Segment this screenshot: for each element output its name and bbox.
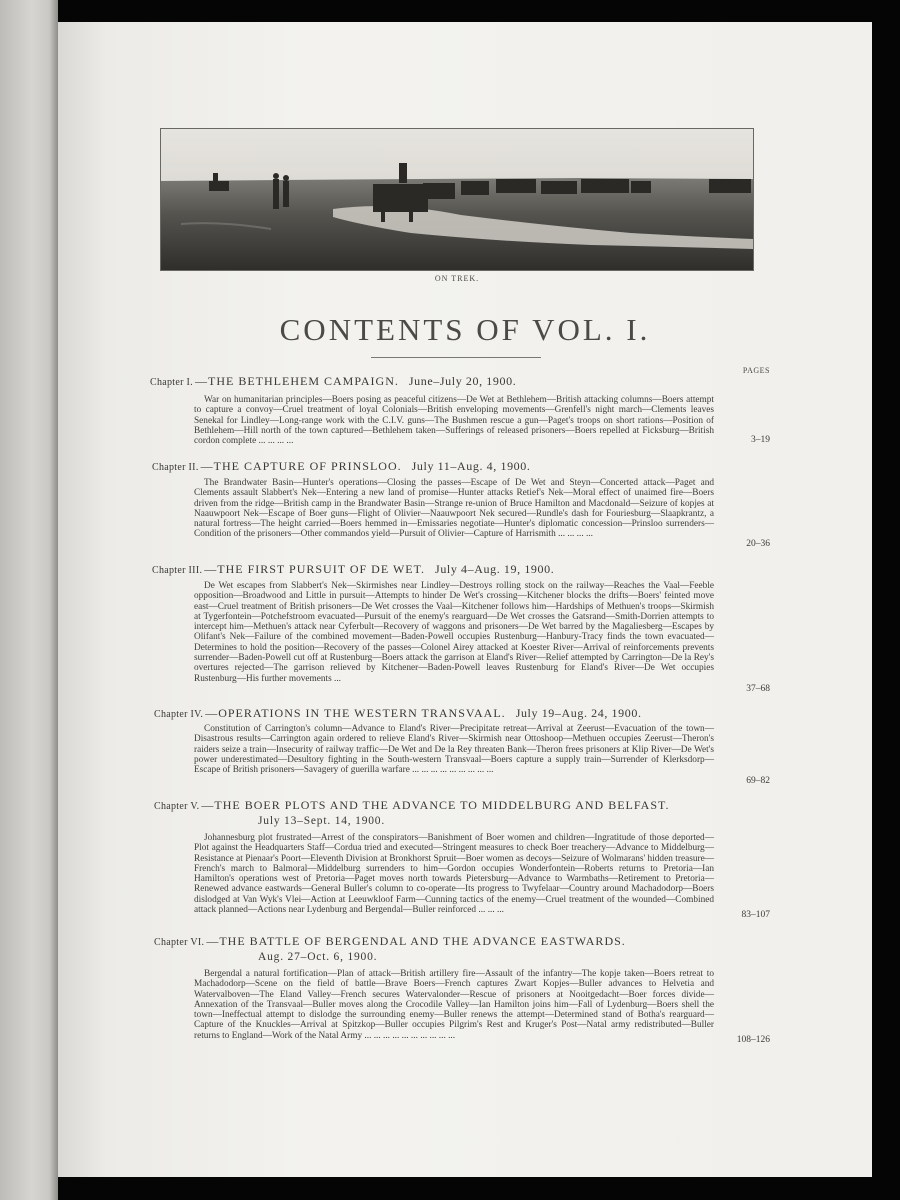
chapter-label: Chapter IV.: [154, 709, 204, 720]
pages-column-header: PAGES: [742, 366, 770, 375]
chapter-heading: [154, 934, 834, 950]
chapter-title: —THE BATTLE OF BERGENDAL AND THE ADVANCE EASTWARDS.: [206, 934, 626, 948]
page-range: 3–19: [751, 435, 770, 445]
chapter-summary: De Wet escapes from Slabbert's Nek—Skirmishes near Lindley—Destroys rolling stock on the railway—Reaches the Vaal—Feeble opposition—Broadwood and Little in pursuit—Attempts to hinder De Wet's crossing—Kitchener blocks the drifts—Boers' feinted move east—Cruel treatment of British prisoners—De Wet crosses the Vaal—Kitchener follows him—Hardships of Methuen's troops—Skirmish at Tygerfontein—Potchefstroom evacuated—Pursuit of the enemy's rearguard—De Wet crosses the Gatsrand—Smith-Dorrien attempts to intercept him—Methuen's attack near Cyferbult—Recovery of waggons and prisoners—De Wet barred by the Magaliesberg—Escapes by Olifant's Nek—Failure of the combined movement—Baden-Powell occupies Rustenburg—Hanbury-Tracy finds the town evacuated—Determines to hold the position—Recovery of the passes—Colonel Airey attacked at Koester River—Arrival of reinforcements prevents surrender—Baden-Powell cut off at Rustenburg—Boers attack the garrison at Eland's River—Relief attempted by Carrington—De la Rey's overtures rejected—The garrison relieved by Kitchener—Baden-Powell leaves Rustenburg for Eland's River—De Wet occupies Rustenburg—His further movements ...: [194, 581, 714, 684]
trek-photograph: [160, 128, 754, 271]
page-range: 20–36: [746, 539, 770, 549]
chapter-dates: July 4–Aug. 19, 1900.: [435, 562, 555, 576]
chapter-dates: July 13–Sept. 14, 1900.: [258, 815, 386, 827]
chapter-summary: Constitution of Carrington's column—Advance to Eland's River—Precipitate retreat—Arrival at Zeerust—Evacuation of the town—Disastrous results—Carrington again ordered to relieve Eland's River—Skirmish near Ottoshoop—Methuen occupies Zeerust—Theron's raiders seize a train—Insecurity of railway traffic—De Wet and De la Rey threaten Bank—Theron frees prisoners at Klip River—De Wet's power underestimated—Desultory fighting in the South-western Transvaal—Boers capture a supply train—Surrender of Klerksdorp—Escape of British prisoners—Savagery of guerilla warfare ... ... ... ... ... ... ... ... ...: [194, 724, 714, 776]
title-rule: [371, 357, 541, 358]
page-range: 37–68: [746, 684, 770, 694]
chapter-title: —THE BOER PLOTS AND THE ADVANCE TO MIDDELBURG AND BELFAST.: [201, 798, 670, 812]
page-range: 83–107: [741, 910, 770, 920]
page-title: CONTENTS OF VOL. I.: [279, 312, 651, 347]
chapter-title: —THE CAPTURE OF PRINSLOO.: [200, 459, 402, 473]
chapter-label: Chapter V.: [154, 801, 200, 812]
photo-caption: ON TREK.: [434, 274, 480, 283]
facing-page-edge: [0, 0, 58, 1200]
chapter-label: Chapter III.: [152, 565, 203, 576]
trek-photo-image: [160, 128, 754, 271]
page-range: 69–82: [746, 776, 770, 786]
chapter-label: Chapter II.: [152, 462, 199, 473]
chapter-summary: Bergendal a natural fortification—Plan of attack—British artillery fire—Assault of the infantry—The kopje taken—Boers retreat to Machadodorp—Scene on the field of battle—Brave Boers—French captures Zwart Kopjes—Buller advances to Helvetia and Watervalboven—The Eland Valley—French secures Watervalonder—Rescue of prisoners at Nooitgedacht—Boer forces divide—Annexation of the Transvaal—Buller moves along the Crocodile Valley—Ian Hamilton joins him—Fall of Lydenburg—Boers shell the town—Ineffectual attempt to dislodge the surrounding enemy—Buller renews the attempt—Determined stand of Botha's rearguard—Capture of the Knuckles—Arrival at Spitzkop—Buller occupies Pilgrim's Rest and Kruger's Post—Natal army redistributed—Buller returns to England—Work of the Natal Army ... ... ... ... ... ... ... ... ... ...: [194, 969, 714, 1041]
chapter-title: —THE FIRST PURSUIT OF DE WET.: [204, 562, 426, 576]
chapter-dates: Aug. 27–Oct. 6, 1900.: [258, 951, 378, 963]
chapter-title: —OPERATIONS IN THE WESTERN TRANSVAAL.: [205, 706, 506, 720]
chapter-title: —THE BETHLEHEM CAMPAIGN.: [195, 374, 399, 388]
chapter-heading: [154, 706, 834, 722]
chapter-heading: [152, 562, 832, 578]
chapter-dates: July 19–Aug. 24, 1900.: [515, 706, 642, 720]
chapter-heading: [152, 459, 832, 475]
chapter-dates: June–July 20, 1900.: [408, 374, 517, 388]
chapter-label: Chapter VI.: [154, 937, 205, 948]
chapter-summary: Johannesburg plot frustrated—Arrest of the conspirators—Banishment of Boer women and children—Ingratitude of those deported—Plot against the Headquarters Staff—Cordua tried and executed—Stringent measures to check Boer treachery—Advance to Middelburg—Resistance at Pienaar's Poort—Eleventh Division at Bronkhorst Spruit—Boer women as decoys—Seizure of Wolmarans' hidden treasure—French's march to Balmoral—Middelburg surrenders to him—Gordon occupies Wonderfontein—Roberts returns to Pretoria—Ian Hamilton's operations west of Pretoria—Paget moves north towards Pietersburg—Advance to Warmbaths—Retirement to Pretoria—Renewed advance eastwards—General Buller's column to co-operate—Its progress to Twyfelaar—Country around Machadodorp—Boers dislodged at Van Wyk's Vlei—Action at Leeuwkloof Farm—Cunning tactics of the enemy—Cruel treatment of the wounded—Combined attack planned—Actions near Lydenburg and Bergendal—Buller reinforced ... ... ...: [194, 833, 714, 916]
chapter-heading: [154, 798, 834, 814]
chapter-summary: War on humanitarian principles—Boers posing as peaceful citizens—De Wet at Bethlehem—British attacking columns—Boers attempt to capture a convoy—Cruel treatment of loyal Colonials—British enveloping movements—Grenfell's night march—Clements leaves Senekal for Lindley—Long-range work with the C.I.V. guns—The Bushmen rescue a gun—Paget's troops on short rations—Position of Bethlehem—Hill north of the town captured—Bethlehem taken—Sufferings of released prisoners—Boers repelled at Ficksburg—British cordon complete ... ... ... ...: [194, 395, 714, 447]
page-range: 108–126: [736, 1035, 770, 1045]
chapter-dates: July 11–Aug. 4, 1900.: [411, 459, 531, 473]
book-page: [58, 22, 872, 1177]
chapter-summary: The Brandwater Basin—Hunter's operations—Closing the passes—Escape of De Wet and Steyn—Concerted attack—Paget and Clements assault Slabbert's Nek—Entering a new land of promise—Hunter attacks Retief's Nek—Moral effect of unaimed fire—Boers driven from the ridge—British camp in the Brandwater Basin—Strange re-union of Bruce Hamilton and Macdonald—Seizure of kopjes at Naauwpoort Nek—Escape of Boer guns—Flight of Olivier—Naauwpoort Nek secured—Rundle's dash for Fouriesburg—Slaapkrantz, a natural fortress—The height carried—Boers hemmed in—Emissaries negotiate—Hunter's diplomatic concession—Prinsloo surrenders—Condition of the prisoners—Other commandos yield—Pursuit of Olivier—Capture of Harrismith ... ... ... ...: [194, 478, 714, 540]
chapter-heading: [150, 374, 830, 390]
chapter-label: Chapter I.: [150, 377, 193, 388]
